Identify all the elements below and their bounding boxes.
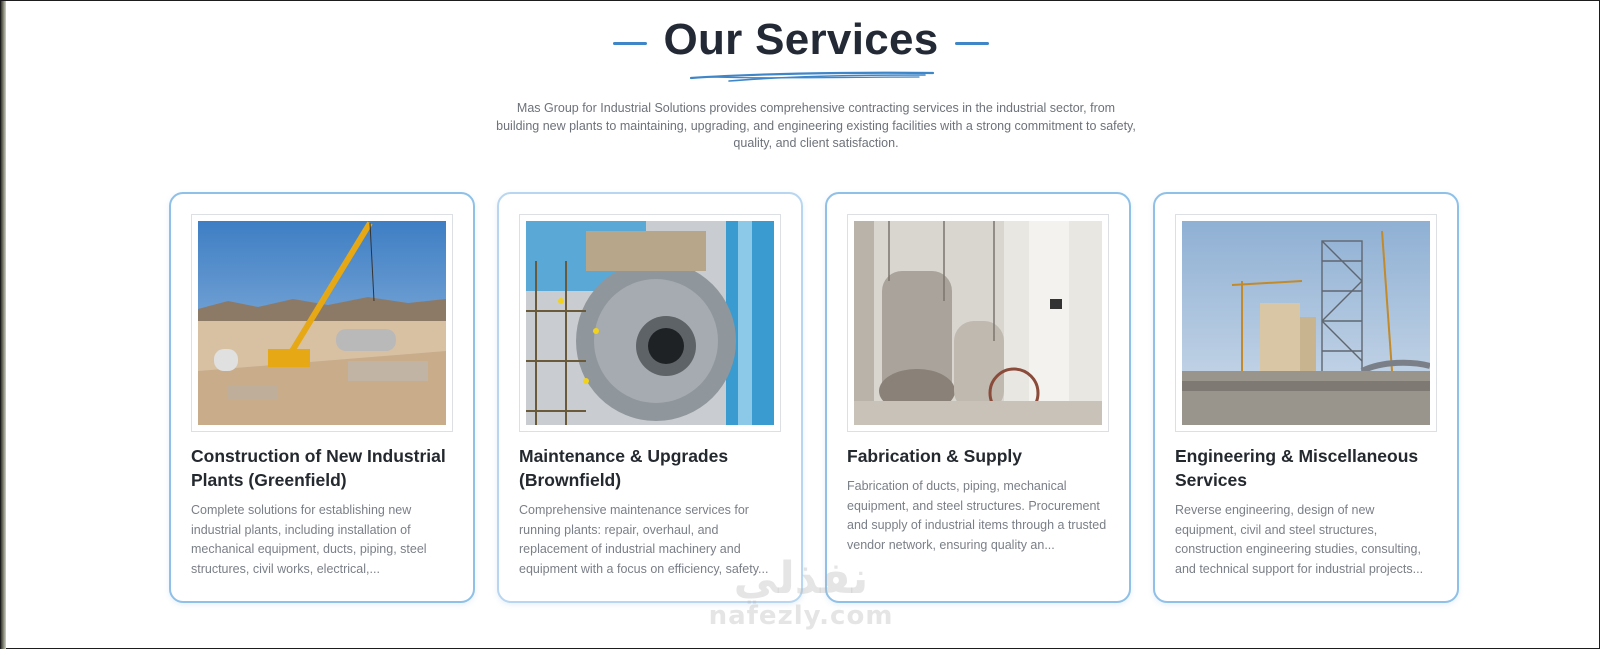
service-card-engineering[interactable]	[1153, 192, 1459, 603]
section-title: Our Services	[663, 15, 939, 64]
industrial-plant-image	[1182, 221, 1430, 425]
service-card-greenfield[interactable]	[169, 192, 475, 603]
service-image-frame	[191, 214, 453, 432]
service-description: Fabrication of ducts, piping, mechanical equipment, and steel structures. Procurement and supply of industrial items through a trusted vendor network, ensuring quality an...	[847, 479, 1107, 552]
title-left-dash	[613, 42, 647, 45]
service-title: Maintenance & Upgrades (Brownfield)	[519, 446, 729, 490]
window-edge	[1, 1, 6, 649]
service-card-fabrication[interactable]	[825, 192, 1131, 603]
service-title: Engineering & Miscellaneous Services	[1175, 446, 1419, 490]
section-title-row	[613, 15, 988, 65]
mill-maintenance-image	[526, 221, 774, 425]
service-card-brownfield[interactable]	[497, 192, 803, 603]
watermark-latin: nafezly.com	[708, 601, 894, 631]
service-description: Complete solutions for establishing new industrial plants, including installation of mechanical equipment, ducts, piping, steel structures, civil works, electrical,...	[191, 503, 427, 576]
title-right-dash	[955, 42, 989, 45]
watermark-arabic: نفذلي	[733, 553, 869, 604]
service-title: Fabrication & Supply	[847, 446, 1023, 466]
fabrication-workshop-image	[854, 221, 1102, 425]
service-image-frame	[1175, 214, 1437, 432]
service-description: Reverse engineering, design of new equipment, civil and steel structures, construction engineering studies, consulting, and technical support for industrial projects...	[1175, 503, 1424, 576]
service-image-frame	[519, 214, 781, 432]
construction-site-image	[198, 221, 446, 425]
service-image-frame	[847, 214, 1109, 432]
services-grid	[169, 192, 1459, 603]
title-underline-swoosh	[689, 69, 939, 85]
service-title: Construction of New Industrial Plants (Greenfield)	[191, 446, 446, 490]
section-intro: Mas Group for Industrial Solutions provides comprehensive contracting services in the industrial sector, from building new plants to maintaining, upgrading, and engineering existing facilities with a strong commitment to safety, quality, and client satisfaction.	[496, 101, 1136, 150]
service-description: Comprehensive maintenance services for running plants: repair, overhaul, and replacement of industrial machinery and equipment with a focus on efficiency, safety...	[519, 503, 769, 576]
